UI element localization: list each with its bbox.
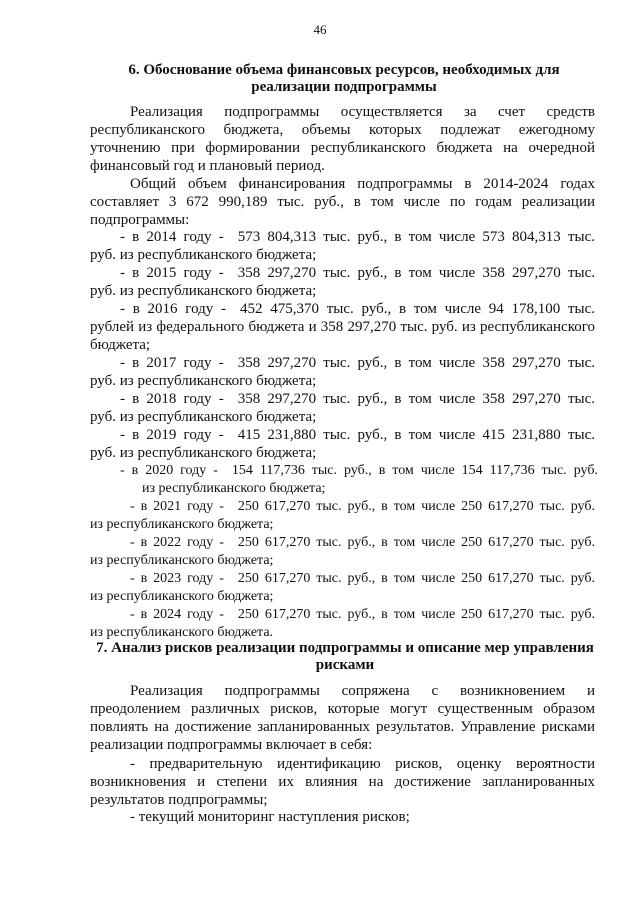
section-6-title-line1: 6. Обоснование объема финансовых ресурсов, необходимых для	[128, 62, 560, 78]
funding-item-2019	[90, 426, 595, 462]
funding-item-2016	[90, 300, 595, 354]
funding-item-rest: руб. из республиканского бюджета;	[90, 409, 317, 425]
funding-item-first-line: - в 2014 году - 573 804,313 тыс. руб., в том числе 573 804,313 тыс.	[120, 229, 595, 245]
funding-item-first-line: - в 2021 году - 250 617,270 тыс. руб., в том числе 250 617,270 тыс. руб.	[130, 499, 595, 514]
funding-item-2014	[90, 228, 595, 264]
funding-item-rest: руб. из республиканского бюджета;	[90, 283, 317, 299]
section-7-bullet-1: - предварительную идентификацию рисков, оценку вероятности возникновения и степени их влияния на достижение запланированных результатов подпрограммы;	[90, 756, 595, 808]
funding-item-2022	[90, 534, 595, 570]
funding-item-2020	[80, 462, 598, 498]
funding-item-first-line: - в 2017 году - 358 297,270 тыс. руб., в том числе 358 297,270 тыс.	[120, 355, 595, 371]
funding-item-2021	[90, 498, 595, 534]
funding-item-first-line: - в 2015 году - 358 297,270 тыс. руб., в том числе 358 297,270 тыс.	[120, 265, 595, 281]
funding-item-first-line: - в 2023 году - 250 617,270 тыс. руб., в том числе 250 617,270 тыс. руб.	[130, 571, 595, 586]
funding-item-first-line: - в 2022 году - 250 617,270 тыс. руб., в том числе 250 617,270 тыс. руб.	[130, 535, 595, 550]
funding-item-2015	[90, 264, 595, 300]
funding-item-rest: руб. из республиканского бюджета;	[90, 247, 317, 263]
section-6-title-line2: реализации подпрограммы	[251, 79, 437, 95]
funding-item-rest: из республиканского бюджета;	[142, 481, 326, 496]
section-7-paragraph-1: Реализация подпрограммы сопряжена с возникновением и преодолением различных рисков, которые могут существенным образом повлиять на достижение запланированных результатов. Управление рисками реализации подпрограммы включает в себя:	[90, 683, 595, 753]
section-7-bullet-2: - текущий мониторинг наступления рисков;	[130, 809, 410, 825]
funding-item-2018	[90, 390, 595, 426]
funding-item-rest: руб. из республиканского бюджета;	[90, 445, 317, 461]
funding-item-2023	[90, 570, 595, 606]
funding-item-rest: из республиканского бюджета;	[90, 589, 274, 604]
funding-item-rest: из республиканского бюджета;	[90, 553, 274, 568]
section-7-title-line1: 7. Анализ рисков реализации подпрограммы и описание мер управления	[96, 640, 594, 656]
section-6-title	[84, 62, 604, 96]
funding-item-2017	[90, 354, 595, 390]
funding-item-rest: из республиканского бюджета.	[90, 625, 274, 640]
section-7-title-line2: рисками	[315, 657, 375, 673]
section-6-paragraph-1: Реализация подпрограммы осуществляется за счет средств республиканского бюджета, объемы которых подлежат ежегодному уточнению при формировании республиканского бюджета на очередной финансовый год и плановый период.	[90, 104, 595, 174]
funding-item-first-line: - в 2020 году - 154 117,736 тыс. руб., в том числе 154 117,736 тыс. руб.	[120, 463, 598, 478]
funding-item-2024	[90, 606, 595, 642]
funding-item-rest: из республиканского бюджета;	[90, 517, 274, 532]
funding-item-first-line: - в 2024 году - 250 617,270 тыс. руб., в том числе 250 617,270 тыс. руб.	[130, 607, 595, 622]
funding-item-rest: рублей из федерального бюджета и 358 297,270 тыс. руб. из республиканского бюджета;	[90, 319, 595, 353]
section-7-title	[80, 640, 610, 674]
section-6-paragraph-2: Общий объем финансирования подпрограммы в 2014-2024 годах составляет 3 672 990,189 тыс. руб., в том числе по годам реализации подпрограммы:	[90, 176, 595, 228]
funding-item-first-line: - в 2018 году - 358 297,270 тыс. руб., в том числе 358 297,270 тыс.	[120, 391, 595, 407]
funding-item-rest: руб. из республиканского бюджета;	[90, 373, 317, 389]
funding-item-first-line: - в 2016 году - 452 475,370 тыс. руб., в том числе 94 178,100 тыс.	[120, 301, 595, 317]
funding-item-first-line: - в 2019 году - 415 231,880 тыс. руб., в том числе 415 231,880 тыс.	[120, 427, 595, 443]
page-number: 46	[313, 22, 327, 37]
